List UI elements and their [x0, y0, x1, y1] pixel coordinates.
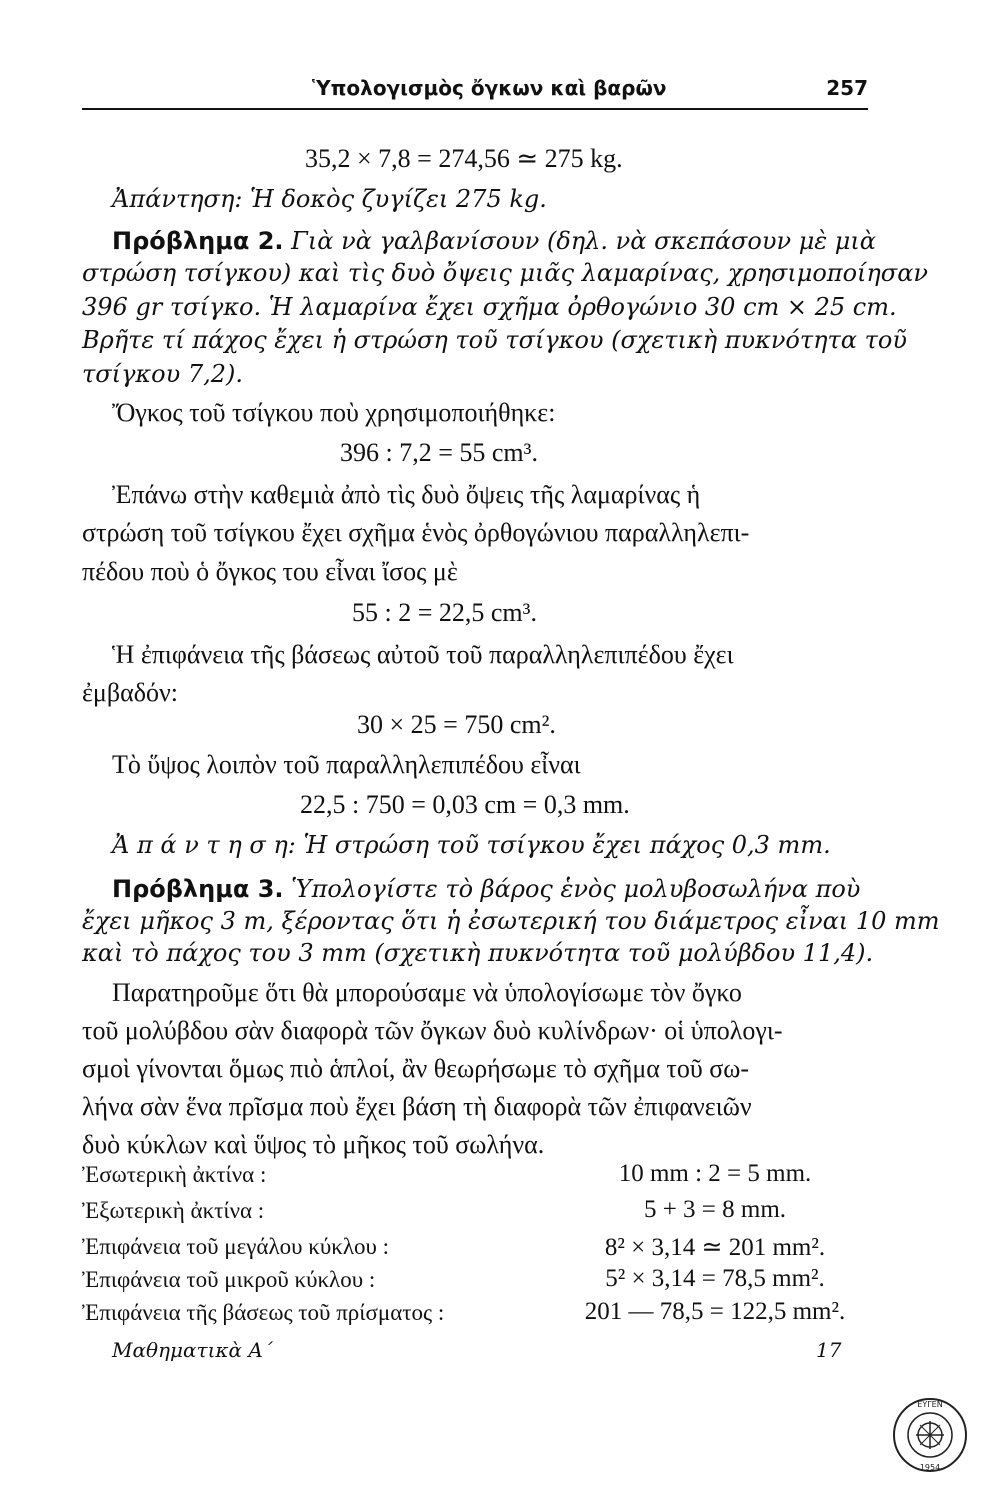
solution-2-line-4: πέδου ποὺ ὁ ὄγκος του εἶναι ἴσος μὲ — [82, 557, 458, 586]
footer-signature-number: 17 — [816, 1338, 842, 1362]
row-value-outer-radius: 5 + 3 = 8 mm. — [643, 1196, 787, 1223]
svg-text:ΕΥΓΕΝ: ΕΥΓΕΝ — [917, 1400, 943, 1409]
solution-2-line-3: στρώση τοῦ τσίγκου ἔχει σχῆμα ἑνὸς ὀρθογώνιου παραλληλεπι- — [82, 518, 750, 547]
problem-2-text-2: στρώση τσίγκου) καὶ τὶς δυὸ ὄψεις μιᾶς λαμαρίνας, χρησιμοποίησαν — [82, 259, 928, 287]
problem-3-label: Πρόβλημα 3. — [112, 875, 284, 903]
header-rule — [82, 108, 868, 110]
row-label-small-circle: Ἐπιφάνεια τοῦ μικροῦ κύκλου : — [82, 1267, 376, 1292]
answer-2: Ἀ π ά ν τ η σ η: Ἡ στρώση τοῦ τσίγκου ἔχει πάχος 0,3 mm. — [112, 831, 831, 859]
problem-2-text-1: Γιὰ νὰ γαλβανίσουν (δηλ. νὰ σκεπάσουν μὲ μιὰ — [291, 227, 877, 255]
svg-text:1954: 1954 — [919, 1463, 941, 1472]
problem-2-label: Πρόβλημα 2. — [112, 227, 284, 255]
running-header — [82, 76, 868, 114]
foundation-seal-icon — [890, 1395, 970, 1475]
row-label-large-circle: Ἐπιφάνεια τοῦ μεγάλου κύκλου : — [82, 1234, 389, 1259]
problem-2-text-4: Βρῆτε τί πάχος ἔχει ἡ στρώση τοῦ τσίγκου (σχετικὴ πυκνότητα τοῦ — [82, 326, 907, 354]
solution-3-line-1: Παρατηροῦμε ὅτι θὰ μπορούσαμε νὰ ὑπολογίσωμε τὸν ὄγκο — [112, 978, 742, 1007]
equation-volume: 396 : 7,2 = 55 cm³. — [340, 438, 538, 467]
problem-3-text-2: ἔχει μῆκος 3 m, ξέροντας ὅτι ἡ ἐσωτερική του διάμετρος εἶναι 10 mm — [82, 907, 940, 935]
running-title: Ὑπολογισμὸς ὄγκων καὶ βαρῶν — [312, 76, 667, 100]
solution-3-line-2: τοῦ μολύβδου σὰν διαφορὰ τῶν ὄγκων δυὸ κυλίνδρων· οἱ ὑπολογι- — [82, 1016, 783, 1045]
equation-height: 22,5 : 750 = 0,03 cm = 0,3 mm. — [300, 790, 630, 819]
solution-3-line-3: σμοὶ γίνονται ὅμως πιὸ ἁπλοί, ἂν θεωρήσωμε τὸ σχῆμα τοῦ σω- — [82, 1054, 750, 1083]
problem-2-text-3: 396 gr τσίγκο. Ἡ λαμαρίνα ἔχει σχῆμα ὀρθογώνιο 30 cm × 25 cm. — [82, 293, 897, 321]
equation-half: 55 : 2 = 22,5 cm³. — [352, 598, 537, 627]
solution-3-line-4: λήνα σὰν ἕνα πρῖσμα ποὺ ἔχει βάση τὴ διαφορὰ τῶν ἐπιφανειῶν — [82, 1092, 752, 1121]
footer-book-title: Μαθηματικὰ Α΄ — [112, 1338, 273, 1362]
row-label-prism-base: Ἐπιφάνεια τῆς βάσεως τοῦ πρίσματος : — [82, 1300, 445, 1325]
problem-3-first-line — [112, 874, 860, 904]
row-value-inner-radius: 10 mm : 2 = 5 mm. — [618, 1160, 812, 1187]
problem-3-text-1: Ὑπολογίστε τὸ βάρος ἑνὸς μολυβοσωλήνα ποὺ — [291, 875, 861, 903]
solution-2-line-5: Ἡ ἐπιφάνεια τῆς βάσεως αὐτοῦ τοῦ παραλληλεπιπέδου ἔχει — [112, 640, 734, 669]
solution-2-line-6: ἐμβαδόν: — [82, 678, 178, 707]
solution-3-line-5: δυὸ κύκλων καὶ ὕψος τὸ μῆκος τοῦ σωλήνα. — [82, 1130, 545, 1159]
row-label-outer-radius: Ἐξωτερικὴ ἀκτίνα : — [82, 1198, 265, 1223]
page-number: 257 — [826, 76, 868, 100]
problem-2-first-line — [112, 226, 876, 256]
problem-2-text-5: τσίγκου 7,2). — [82, 360, 243, 388]
solution-2-line-2: Ἐπάνω στὴν καθεμιὰ ἀπὸ τὶς δυὸ ὄψεις τῆς λαμαρίνας ἡ — [112, 480, 701, 509]
row-label-inner-radius: Ἐσωτερικὴ ἀκτίνα : — [82, 1162, 267, 1187]
solution-2-line-1: Ὄγκος τοῦ τσίγκου ποὺ χρησιμοποιήθηκε: — [112, 398, 556, 427]
row-value-prism-base: 201 — 78,5 = 122,5 mm². — [584, 1298, 846, 1325]
row-value-large-circle: 8² × 3,14 ≃ 201 mm². — [604, 1234, 826, 1261]
answer-1: Ἀπάντηση: Ἡ δοκὸς ζυγίζει 275 kg. — [112, 185, 547, 213]
calc-weight: 35,2 × 7,8 = 274,56 ≃ 275 kg. — [305, 144, 623, 173]
equation-area: 30 × 25 = 750 cm². — [357, 710, 556, 739]
row-value-small-circle: 5² × 3,14 = 78,5 mm². — [605, 1265, 825, 1292]
solution-2-line-7: Τὸ ὕψος λοιπὸν τοῦ παραλληλεπιπέδου εἶναι — [112, 750, 581, 779]
problem-3-text-3: καὶ τὸ πάχος του 3 mm (σχετικὴ πυκνότητα τοῦ μολύβδου 11,4). — [82, 939, 874, 967]
